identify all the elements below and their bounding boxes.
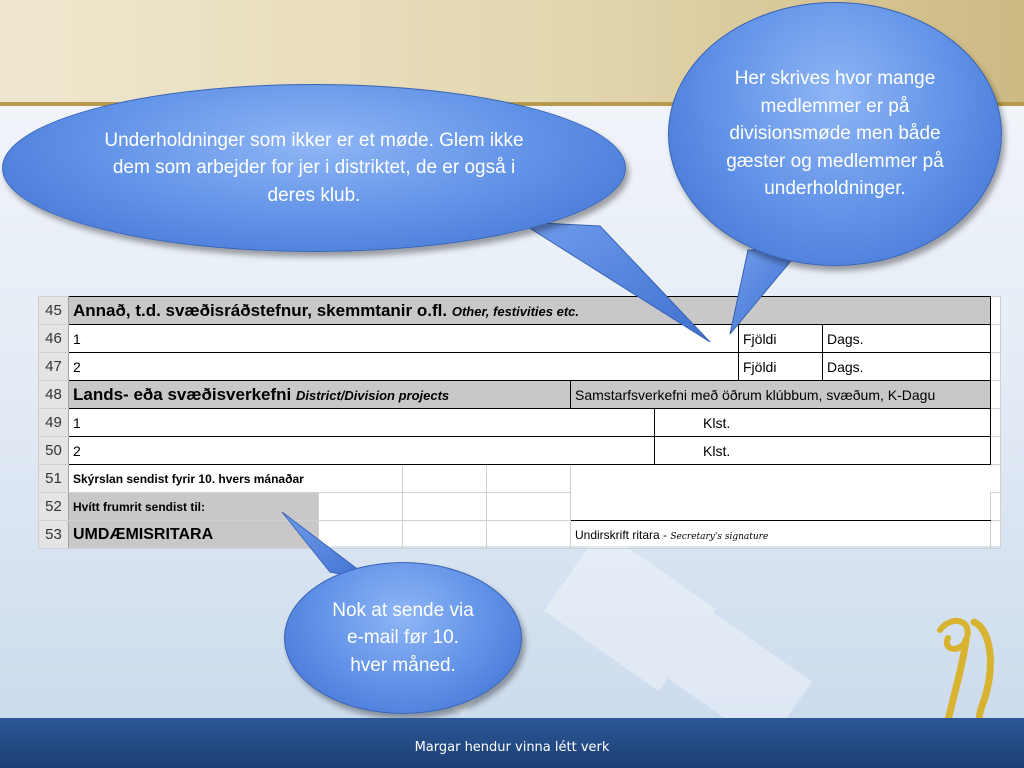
count-label: Fjöldi: [739, 353, 823, 381]
left-callout-tail: [520, 222, 710, 342]
instruction-text: Skýrslan sendist fyrir 10. hvers mánaðar: [69, 465, 403, 493]
row-number: 49: [39, 409, 69, 437]
row-number: 47: [39, 353, 69, 381]
bottom-callout-text: Nok at sende via e-mail før 10. hver måned.: [332, 599, 474, 676]
date-label: Dags.: [823, 353, 991, 381]
bottom-callout: [284, 562, 522, 714]
row-number: 53: [39, 521, 69, 549]
right-callout-text: Her skrives hvor mange medlemmer er på divisionsmøde men både gæster og medlemmer på underholdninger.: [726, 68, 944, 200]
row-number: 51: [39, 465, 69, 493]
section-note: Samstarfsverkefni með öðrum klúbbum, svæðum, K-Dagu: [571, 381, 991, 409]
entry-cell[interactable]: 2: [69, 353, 739, 381]
row-number: 50: [39, 437, 69, 465]
section-subtitle: Other, festivities etc.: [451, 303, 579, 319]
instruction-text: Hvítt frumrit sendist til:: [69, 493, 319, 521]
signature-sub-text: Secretary's signature: [670, 531, 769, 542]
left-callout: [2, 84, 626, 252]
right-callout: [668, 2, 1002, 266]
row-number: 48: [39, 381, 69, 409]
hours-label: Klst.: [655, 409, 991, 437]
hours-label: Klst.: [655, 437, 991, 465]
section-title: Lands- eða svæðisverkefni: [73, 384, 292, 404]
row-number: 52: [39, 493, 69, 521]
entry-cell[interactable]: 2: [69, 437, 655, 465]
entry-cell[interactable]: 1: [69, 325, 739, 353]
footer-text: Margar hendur vinna létt verk: [414, 740, 610, 755]
entry-cell[interactable]: 1: [69, 409, 655, 437]
signature-label-text: Undirskrift ritara -: [575, 527, 668, 542]
row-number: 46: [39, 325, 69, 353]
count-label: Fjöldi: [739, 325, 823, 353]
date-label: Dags.: [823, 325, 991, 353]
right-callout-tail: [730, 250, 800, 334]
recipient-text: UMDÆMISRITARA: [69, 521, 319, 549]
left-callout-text: Underholdninger som ikker er et møde. Glem ikke dem som arbejder for jer i distriktet, de er også i deres klub.: [104, 129, 524, 206]
row-number: 45: [39, 297, 69, 325]
section-title: Annað, t.d. svæðisráðstefnur, skemmtanir o.fl.: [73, 300, 448, 320]
section-subtitle: District/Division projects: [296, 387, 450, 403]
